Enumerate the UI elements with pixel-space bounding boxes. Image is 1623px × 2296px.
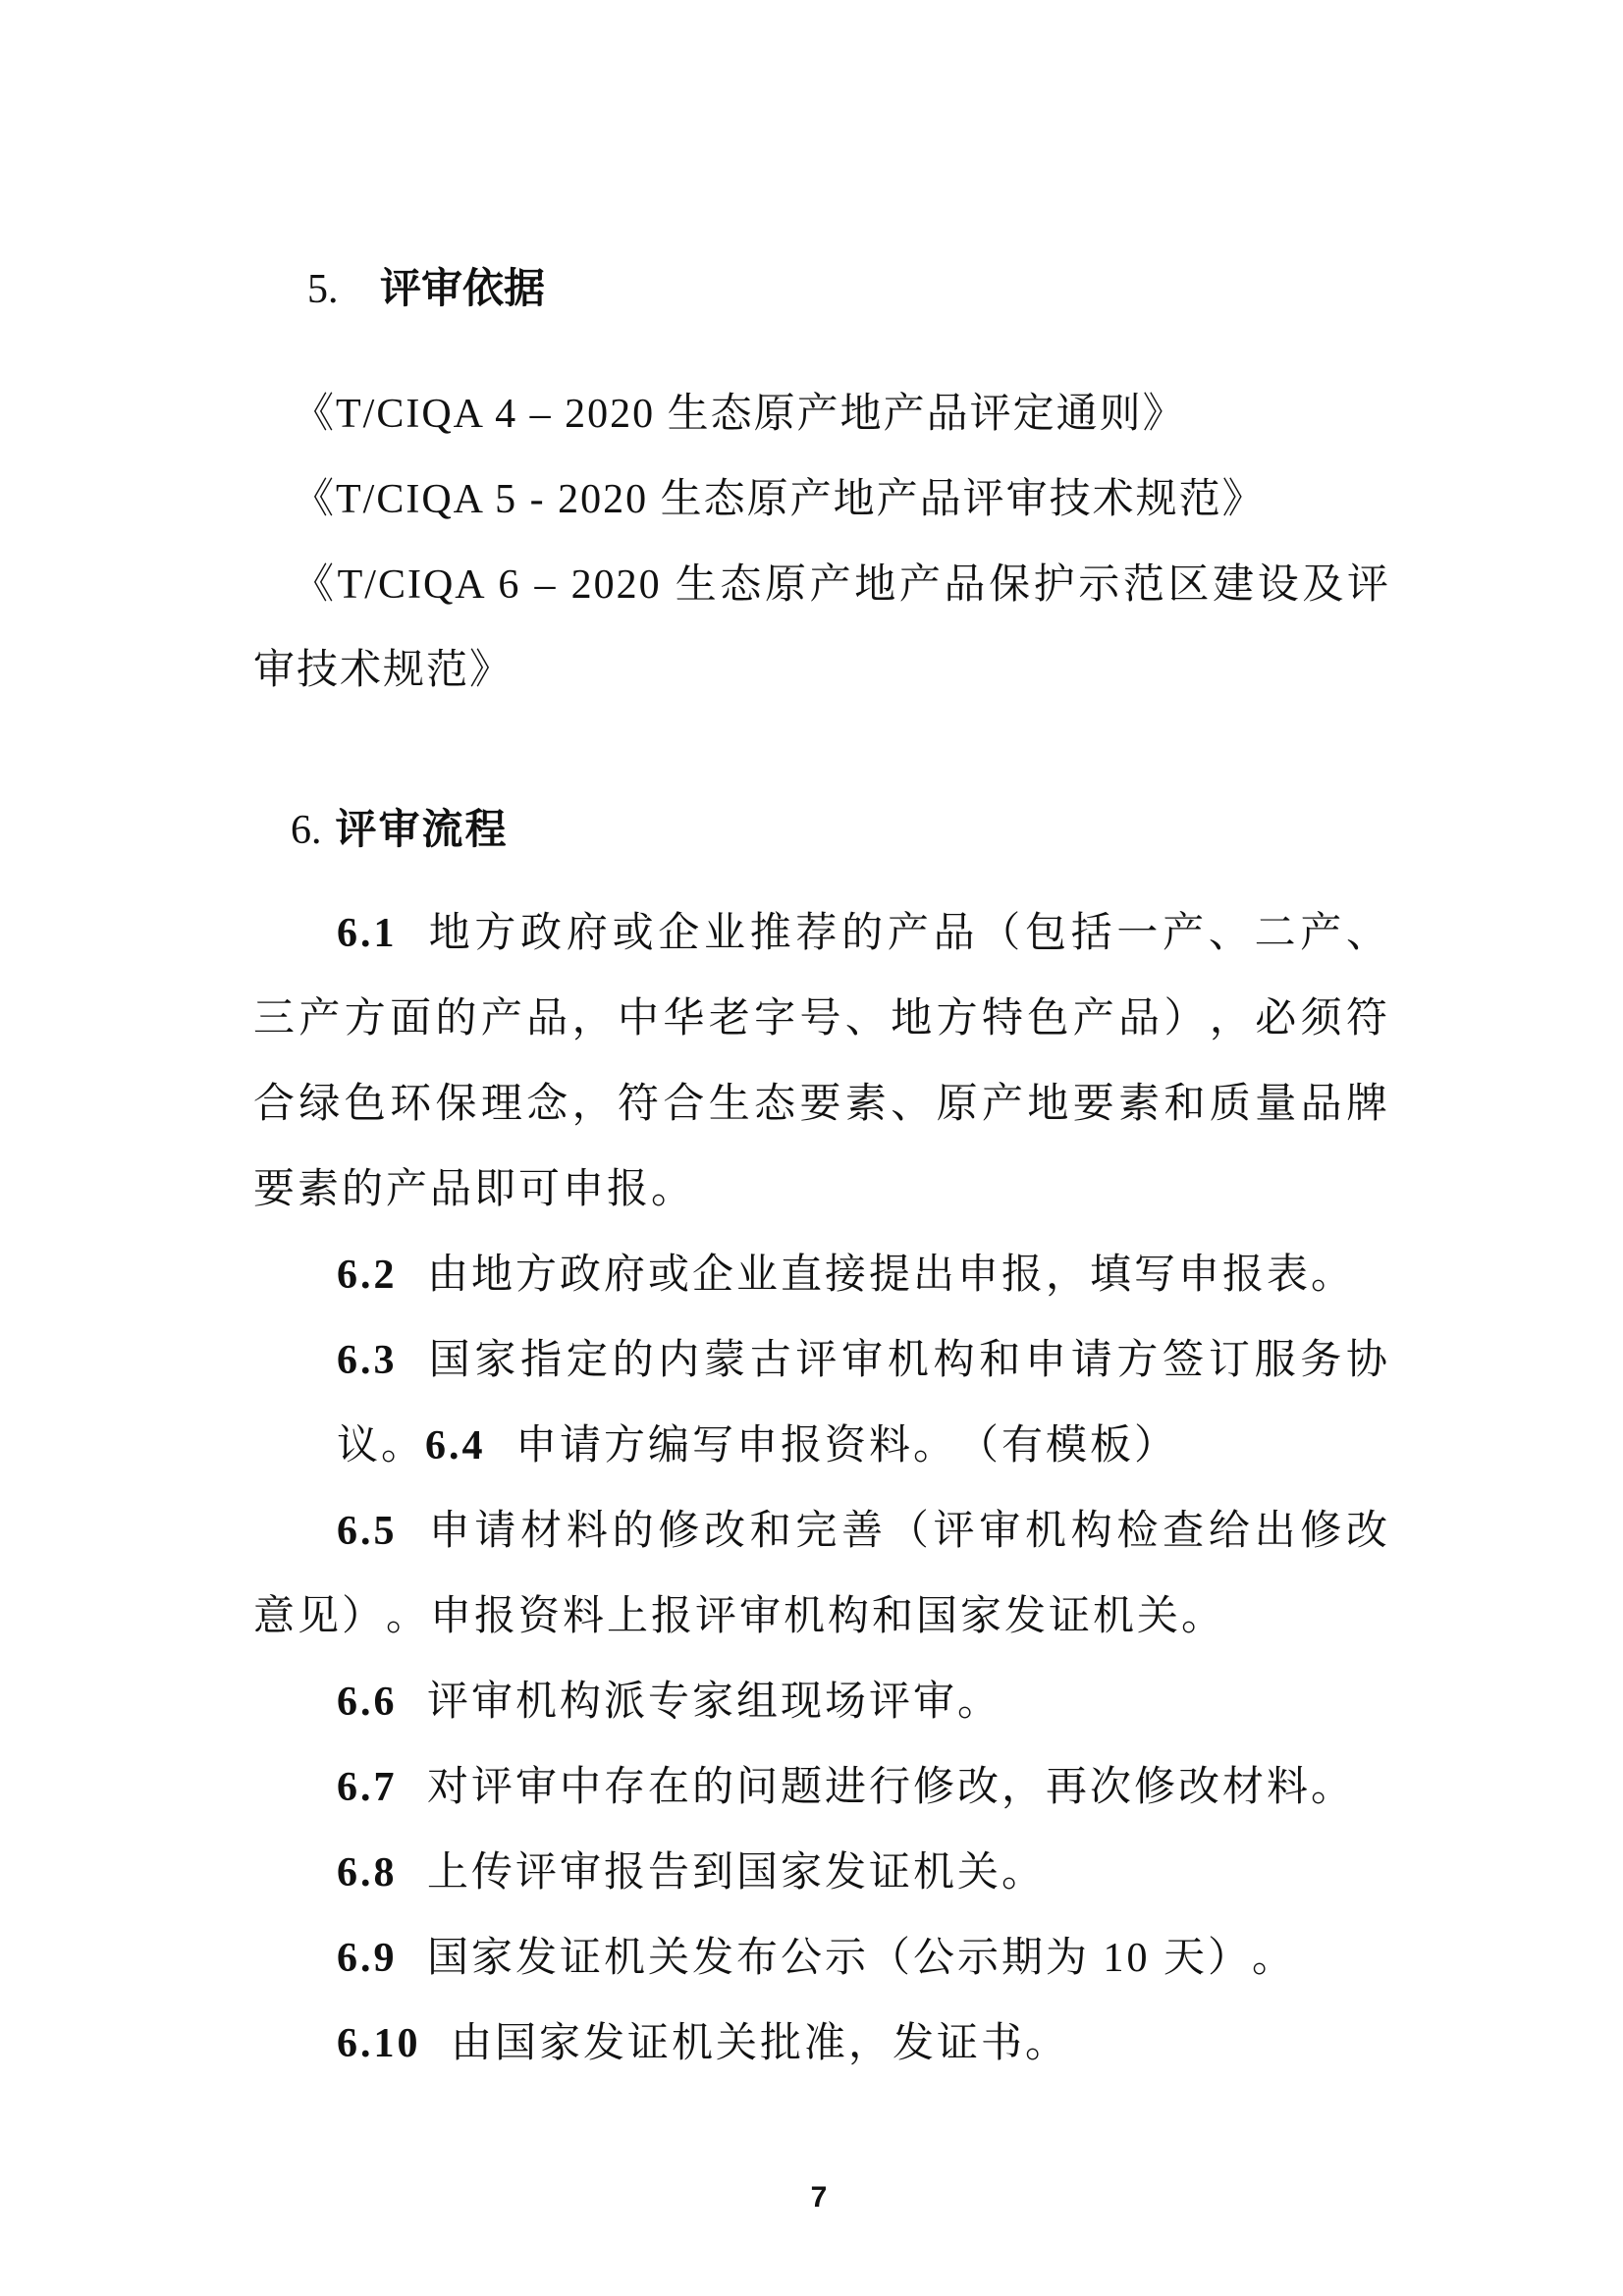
section-5-heading: [253, 247, 1390, 333]
step-text: 由地方政府或企业直接提出申报，填写申报表。: [427, 1253, 1356, 1298]
page-content: [253, 247, 1390, 2087]
section-6-heading: [253, 788, 1390, 874]
step-text: 地方政府或企业推荐的产品（包括一产、二产、三产方面的产品，中华老字号、地方特色产品），必须符合绿色环保理念，符合生态要素、原产地要素和质量品牌要素的产品即可申报。: [253, 911, 1390, 1212]
step-text: 国家指定的内蒙古评审机构和申请方签订服务协议。: [337, 1338, 1390, 1468]
step-text: 评审机构派专家组现场评审。: [427, 1680, 1002, 1725]
reference-item: 《T/CIQA 6 – 2020 生态原产地产品保护示范区建设及评审技术规范》: [253, 562, 1390, 693]
step-number: 6.4: [425, 1423, 486, 1468]
reference-item: 《T/CIQA 4 – 2020 生态原产地产品评定通则》: [293, 392, 1186, 437]
step-text: 由国家发证机关批准，发证书。: [451, 2021, 1070, 2066]
step-number: 6.7: [337, 1765, 398, 1810]
step-text: 申请方编写申报资料。（有模板）: [515, 1423, 1179, 1468]
step-number: 6.3: [337, 1338, 398, 1383]
page-number: 7: [810, 2181, 828, 2214]
step-6-10: [253, 2002, 1390, 2087]
step-text: 上传评审报告到国家发证机关。: [427, 1850, 1047, 1896]
section-number: 6.: [291, 808, 322, 853]
reference-list: [253, 372, 1390, 714]
step-number: 6.5: [337, 1509, 398, 1554]
step-list: [253, 891, 1390, 2087]
step-6-7: [253, 1745, 1390, 1831]
section-title: 评审流程: [335, 808, 509, 853]
step-6-3-and-6-4: [253, 1318, 1390, 1489]
section-number: 5.: [307, 267, 339, 312]
step-number: 6.6: [337, 1680, 398, 1725]
step-text: 国家发证机关发布公示（公示期为 10 天）。: [427, 1936, 1297, 1981]
step-6-2: [253, 1233, 1390, 1318]
step-6-8: [253, 1831, 1390, 1916]
step-text: 对评审中存在的问题进行修改，再次修改材料。: [427, 1765, 1356, 1810]
section-title: 评审依据: [380, 267, 546, 312]
step-number: 6.8: [337, 1850, 398, 1896]
step-text: 申请材料的修改和完善（评审机构检查给出修改意见）。申报资料上报评审机构和国家发证机关。: [253, 1509, 1390, 1639]
step-number: 6.1: [337, 911, 398, 956]
step-number: 6.9: [337, 1936, 398, 1981]
step-number: 6.10: [337, 2021, 421, 2066]
step-6-1: [253, 891, 1390, 1233]
step-6-9: [253, 1916, 1390, 2002]
step-number: 6.2: [337, 1253, 398, 1298]
reference-item: 《T/CIQA 5 - 2020 生态原产地产品评审技术规范》: [293, 477, 1266, 522]
step-6-6: [253, 1660, 1390, 1745]
step-6-5: [253, 1489, 1390, 1660]
